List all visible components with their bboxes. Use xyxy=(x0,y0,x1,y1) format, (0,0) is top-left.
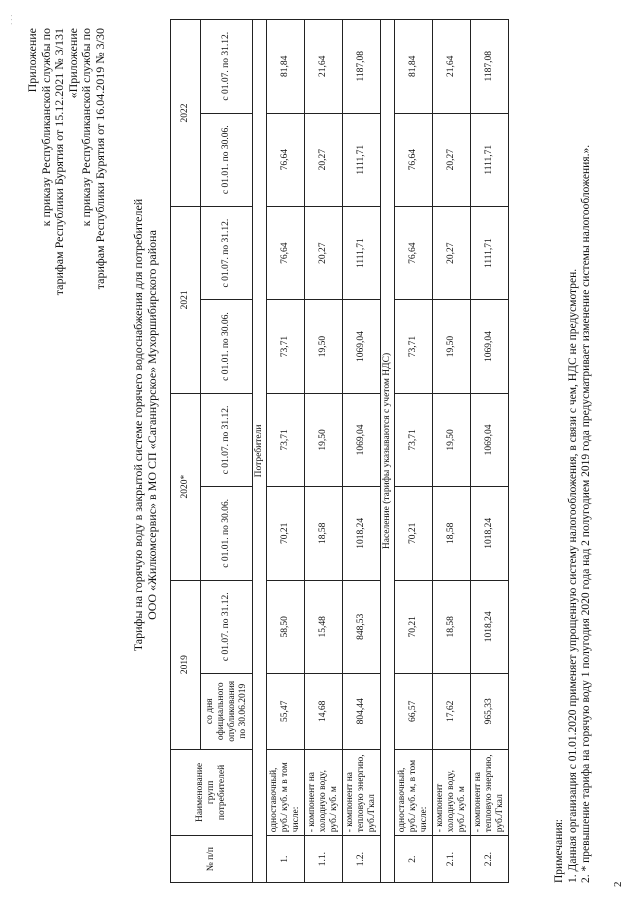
section-label: Потребители xyxy=(253,20,267,883)
tariff-value: 1111,71 xyxy=(471,206,509,299)
header-line: к приказу Республиканской службы по xyxy=(79,28,93,227)
tariff-value: 76,64 xyxy=(395,206,433,299)
tariff-value: 76,64 xyxy=(395,113,433,206)
tariff-value: 18,58 xyxy=(433,580,471,673)
tariff-value: 73,71 xyxy=(395,300,433,393)
tariff-value: 1069,04 xyxy=(343,300,381,393)
year-header: 2019 xyxy=(171,580,201,749)
appendix-header xyxy=(26,28,107,295)
col-name-header: Наименование групп потребителей xyxy=(171,749,253,836)
row-name: одноставочный, руб./ куб. м, в том числе: xyxy=(395,749,433,836)
year-header: 2022 xyxy=(171,20,201,207)
tariff-value: 965,33 xyxy=(471,673,509,749)
tariff-value: 1187,08 xyxy=(343,20,381,114)
tariff-value: 73,71 xyxy=(267,393,305,486)
tariff-value: 19,50 xyxy=(305,393,343,486)
period-header: с 01.01. по 30.06. xyxy=(201,113,253,206)
title-line: ООО «Жилкомсервис» в МО СП «Саганнурское» Мухоршибирского района xyxy=(144,230,159,620)
note-1: 1. Данная организация с 01.01.2020 применяет упрощенную систему налогообложения, в связи с чем, НДС не предусмотрен. xyxy=(566,268,579,883)
population-rows xyxy=(395,20,509,883)
tariff-value: 1069,04 xyxy=(471,393,509,486)
tariff-value: 20,27 xyxy=(305,206,343,299)
col-num-header: № п/п xyxy=(171,836,253,883)
header-row-years xyxy=(171,20,201,883)
row-name: - компонент на тепловую энергию, руб./Гкал xyxy=(471,749,509,836)
document-title xyxy=(132,125,159,725)
tariff-table xyxy=(170,19,509,883)
tariff-value: 1111,71 xyxy=(343,206,381,299)
tariff-value: 1187,08 xyxy=(471,20,509,114)
note-2: 2. * превышение тарифа на горячую воду 1 полугодия 2020 года над 2 полугодием 2019 года предусматривает изменение системы налогообложения.». xyxy=(580,144,592,883)
section-row xyxy=(253,20,267,883)
header-line: тарифам Республики Бурятия от 15.12.2021 № 3/131 xyxy=(52,28,66,296)
period-header: с 01.01. по 30.06. xyxy=(201,487,253,580)
tariff-value: 1111,71 xyxy=(343,113,381,206)
tariff-value: 70,21 xyxy=(395,580,433,673)
tariff-value: 76,64 xyxy=(267,206,305,299)
year-header: 2020* xyxy=(171,393,201,580)
tariff-value: 848,53 xyxy=(343,580,381,673)
tariff-value: 1111,71 xyxy=(471,113,509,206)
tariff-value: 19,50 xyxy=(433,393,471,486)
tariff-value: 19,50 xyxy=(305,300,343,393)
period-header: с 01.07. по 31.12. xyxy=(201,580,253,673)
tariff-value: 18,58 xyxy=(305,487,343,580)
tariff-value: 76,64 xyxy=(267,113,305,206)
page-number: 2 xyxy=(612,881,624,887)
tariff-value: 15,48 xyxy=(305,580,343,673)
notes-heading: Примечания: xyxy=(553,819,565,883)
period-header: с 01.07. по 31.12. xyxy=(201,206,253,299)
section-label: Население (тарифы указываются с учетом НДС) xyxy=(381,20,395,883)
row-number: 1.1. xyxy=(305,836,343,883)
tariff-value: 66,57 xyxy=(395,673,433,749)
tariff-value: 20,27 xyxy=(305,113,343,206)
tariff-value: 20,27 xyxy=(433,206,471,299)
period-header: с 01.07. по 31.12. xyxy=(201,393,253,486)
table-row xyxy=(267,20,305,883)
tariff-value: 20,27 xyxy=(433,113,471,206)
header-line: «Приложение xyxy=(65,28,80,99)
tariff-value: 70,21 xyxy=(395,487,433,580)
tariff-value: 14,68 xyxy=(305,673,343,749)
tariff-value: 81,84 xyxy=(267,20,305,114)
header-line: к приказу Республиканской службы по xyxy=(38,28,53,227)
tariff-value: 1069,04 xyxy=(471,300,509,393)
section-row xyxy=(381,20,395,883)
period-header: с 01.01. по 30.06. xyxy=(201,300,253,393)
tariff-value: 73,71 xyxy=(395,393,433,486)
consumers-rows xyxy=(267,20,381,883)
table-row xyxy=(471,20,509,883)
row-number: 1.2. xyxy=(343,836,381,883)
notes xyxy=(553,13,594,883)
header-line: Приложение xyxy=(25,28,39,93)
table-row xyxy=(433,20,471,883)
tariff-value: 1069,04 xyxy=(343,393,381,486)
row-name: одноставочный, руб./ куб. м в том числе: xyxy=(267,749,305,836)
table-row xyxy=(305,20,343,883)
period-header: со дня официального опубликования по 30.06.2019 xyxy=(201,673,253,749)
tariff-value: 58,50 xyxy=(267,580,305,673)
row-number: 2.2. xyxy=(471,836,509,883)
tariff-value: 55,47 xyxy=(267,673,305,749)
row-number: 1. xyxy=(267,836,305,883)
tariff-value: 1018,24 xyxy=(471,580,509,673)
tariff-value: 81,84 xyxy=(395,20,433,114)
header-line: тарифам Республики Бурятия от 16.04.2019 № 3/30 xyxy=(92,28,107,290)
row-number: 2.1. xyxy=(433,836,471,883)
tariff-value: 18,58 xyxy=(433,487,471,580)
tariff-value: 1018,24 xyxy=(471,487,509,580)
scan-marks: · · · xyxy=(8,14,16,25)
year-header: 2021 xyxy=(171,206,201,393)
tariff-value: 19,50 xyxy=(433,300,471,393)
row-name: - компонент холодную воду, руб./ куб. м xyxy=(433,749,471,836)
row-number: 2. xyxy=(395,836,433,883)
period-header: с 01.07. по 31.12. xyxy=(201,20,253,114)
row-name: - компонент на холодную воду, руб./ куб. м xyxy=(305,749,343,836)
tariff-value: 21,64 xyxy=(305,20,343,114)
tariff-value: 21,64 xyxy=(433,20,471,114)
tariff-value: 17,62 xyxy=(433,673,471,749)
tariff-value: 70,21 xyxy=(267,487,305,580)
row-name: - компонент на тепловую энергию, руб./Гкал xyxy=(343,749,381,836)
table-row xyxy=(395,20,433,883)
tariff-value: 804,44 xyxy=(343,673,381,749)
tariff-value: 73,71 xyxy=(267,300,305,393)
table-row xyxy=(343,20,381,883)
title-line: Тарифы на горячую воду в закрытой системе горячего водоснабжения для потребителей xyxy=(131,198,145,652)
tariff-value: 1018,24 xyxy=(343,487,381,580)
